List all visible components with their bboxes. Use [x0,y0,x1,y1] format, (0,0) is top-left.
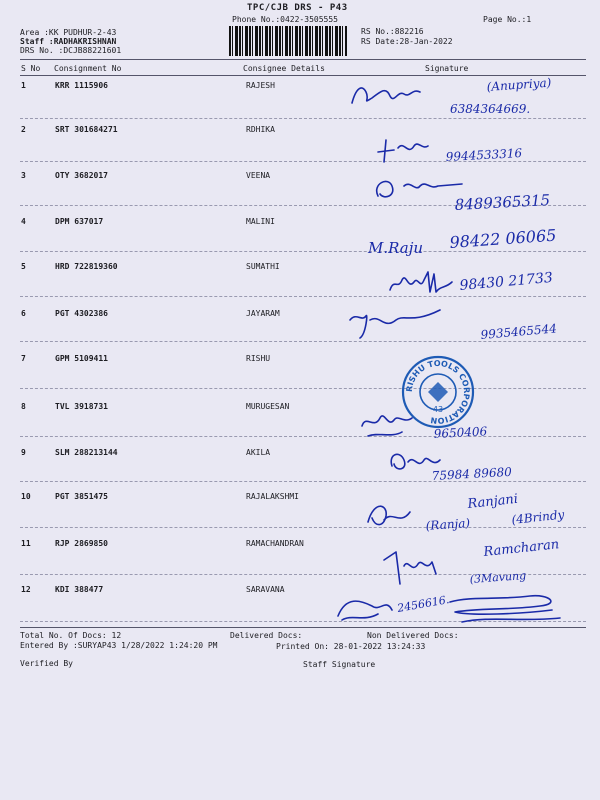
table-row [0,171,600,187]
table-row [0,309,600,325]
row-sno: 10 [21,492,31,501]
row-consignee: SUMATHI [246,262,280,271]
row-consignment: KDI 388477 [55,585,104,594]
hw-r11-name: Ramcharan [482,537,560,560]
table-row [0,585,600,601]
hw-r8-phone: 9650406 [433,424,488,441]
hw-r10-name2: (Ranja) [425,515,471,533]
total-docs: Total No. Of Docs: 12 [20,631,122,640]
table-row [0,492,600,508]
hw-r10-name3: (4Brindy [510,507,565,527]
row-sno: 5 [21,262,26,271]
footer-divider [20,627,586,628]
row-consignee: MURUGESAN [246,402,290,411]
stamp-company-text: RISHU TOOLS CORPORATION [404,358,472,426]
table-row [0,81,600,97]
row-sno: 7 [21,354,26,363]
area-label: Area :KK PUDHUR-2-43 [20,28,117,37]
row-sno: 11 [21,539,31,548]
row-consignee: AKILA [246,448,271,457]
hw-r4-sign: M.Raju [368,239,424,257]
verified-by: Verified By [20,659,73,668]
staff-signature-label: Staff Signature [303,660,376,669]
signature-row-11 [384,552,436,584]
row-divider [20,436,586,437]
delivered-docs: Delivered Docs: [230,631,303,640]
entered-by: Entered By :SURYAP43 1/28/2022 1:24:20 PM [20,641,218,650]
row-consignee: RISHU [246,354,271,363]
row-divider [20,527,586,528]
row-divider [20,251,586,252]
table-row [0,125,600,141]
row-divider [20,118,586,119]
row-sno: 6 [21,309,26,318]
row-divider [20,388,586,389]
signature-row-12 [338,601,392,620]
row-consignment: SLM 288213144 [55,448,118,457]
hw-r10-name1: Ranjani [466,491,519,512]
table-row [0,539,600,555]
row-consignment: DPM 637017 [55,217,104,226]
row-consignment: TVL 3918731 [55,402,108,411]
phone-number: Phone No.:0422-3505555 [232,15,338,24]
page-number: Page No.:1 [483,15,532,24]
row-sno: 1 [21,81,26,90]
col-consignment: Consignment No [54,64,122,73]
rs-date: RS Date:28-Jan-2022 [361,37,453,46]
stamp-code: 43 [432,405,444,414]
row-sno: 9 [21,448,26,457]
row-consignment: SRT 301684271 [55,125,118,134]
row-sno: 4 [21,217,26,226]
table-row [0,448,600,464]
row-divider [20,621,586,622]
hw-r12-phone: 2456616. [396,593,451,615]
non-delivered-docs: Non Delivered Docs: [367,631,459,640]
rs-number: RS No.:882216 [361,27,424,36]
row-consignee: MALINI [246,217,275,226]
hw-r9-phone: 75984 89680 [431,464,513,483]
table-row [0,402,600,418]
row-consignment: OTY 3682017 [55,171,108,180]
hw-r3-phone: 8489365315 [454,191,551,214]
row-consignee: SARAVANA [246,585,285,594]
barcode [229,26,347,56]
drs-number: DRS No. :DCJB88221601 [20,46,122,55]
header-divider [20,59,586,60]
hw-r11-name2: (3Mavung [469,569,527,586]
row-divider [20,161,586,162]
row-sno: 2 [21,125,26,134]
company-stamp [400,354,476,430]
row-consignment: RJP 2869850 [55,539,108,548]
row-consignee: RAJESH [246,81,275,90]
signature-row-10 [368,506,410,524]
row-divider [20,481,586,482]
row-sno: 3 [21,171,26,180]
row-consignee: VEENA [246,171,271,180]
printed-on: Printed On: 28-01-2022 13:24:33 [276,642,426,651]
hw-r2-phone: 9944533316 [445,146,523,164]
row-consignee: RAMACHANDRAN [246,539,304,548]
row-sno: 8 [21,402,26,411]
col-signature: Signature [425,64,469,73]
table-row [0,354,600,370]
col-sno: S No [21,64,41,73]
row-divider [20,205,586,206]
row-consignee: RDHIKA [246,125,275,134]
row-divider [20,341,586,342]
row-divider [20,574,586,575]
staff-label: Staff :RADHAKRISHNAN [20,37,117,46]
table-row [0,262,600,278]
table-row [0,217,600,233]
row-consignment: HRD 722819360 [55,262,118,271]
row-consignment: PGT 3851475 [55,492,108,501]
row-consignment: PGT 4302386 [55,309,108,318]
col-consignee: Consignee Details [243,64,325,73]
hw-r4-phone: 98422 06065 [448,225,557,252]
document-title: TPC/CJB DRS - P43 [247,3,348,13]
column-divider [20,75,586,76]
row-consignment: GPM 5109411 [55,354,108,363]
hw-r1-phone: 6384364669. [450,102,531,116]
row-divider [20,296,586,297]
hw-r5-phone: 98430 21733 [458,269,554,294]
row-consignment: KRR 1115906 [55,81,108,90]
hw-r6-phone: 9935465544 [480,321,558,342]
row-consignee: JAYARAM [246,309,280,318]
signature-row-2 [378,140,428,162]
row-consignee: RAJALAKSHMI [246,492,299,501]
row-sno: 12 [21,585,31,594]
hw-r1-name: (Anupriya) [486,75,552,94]
